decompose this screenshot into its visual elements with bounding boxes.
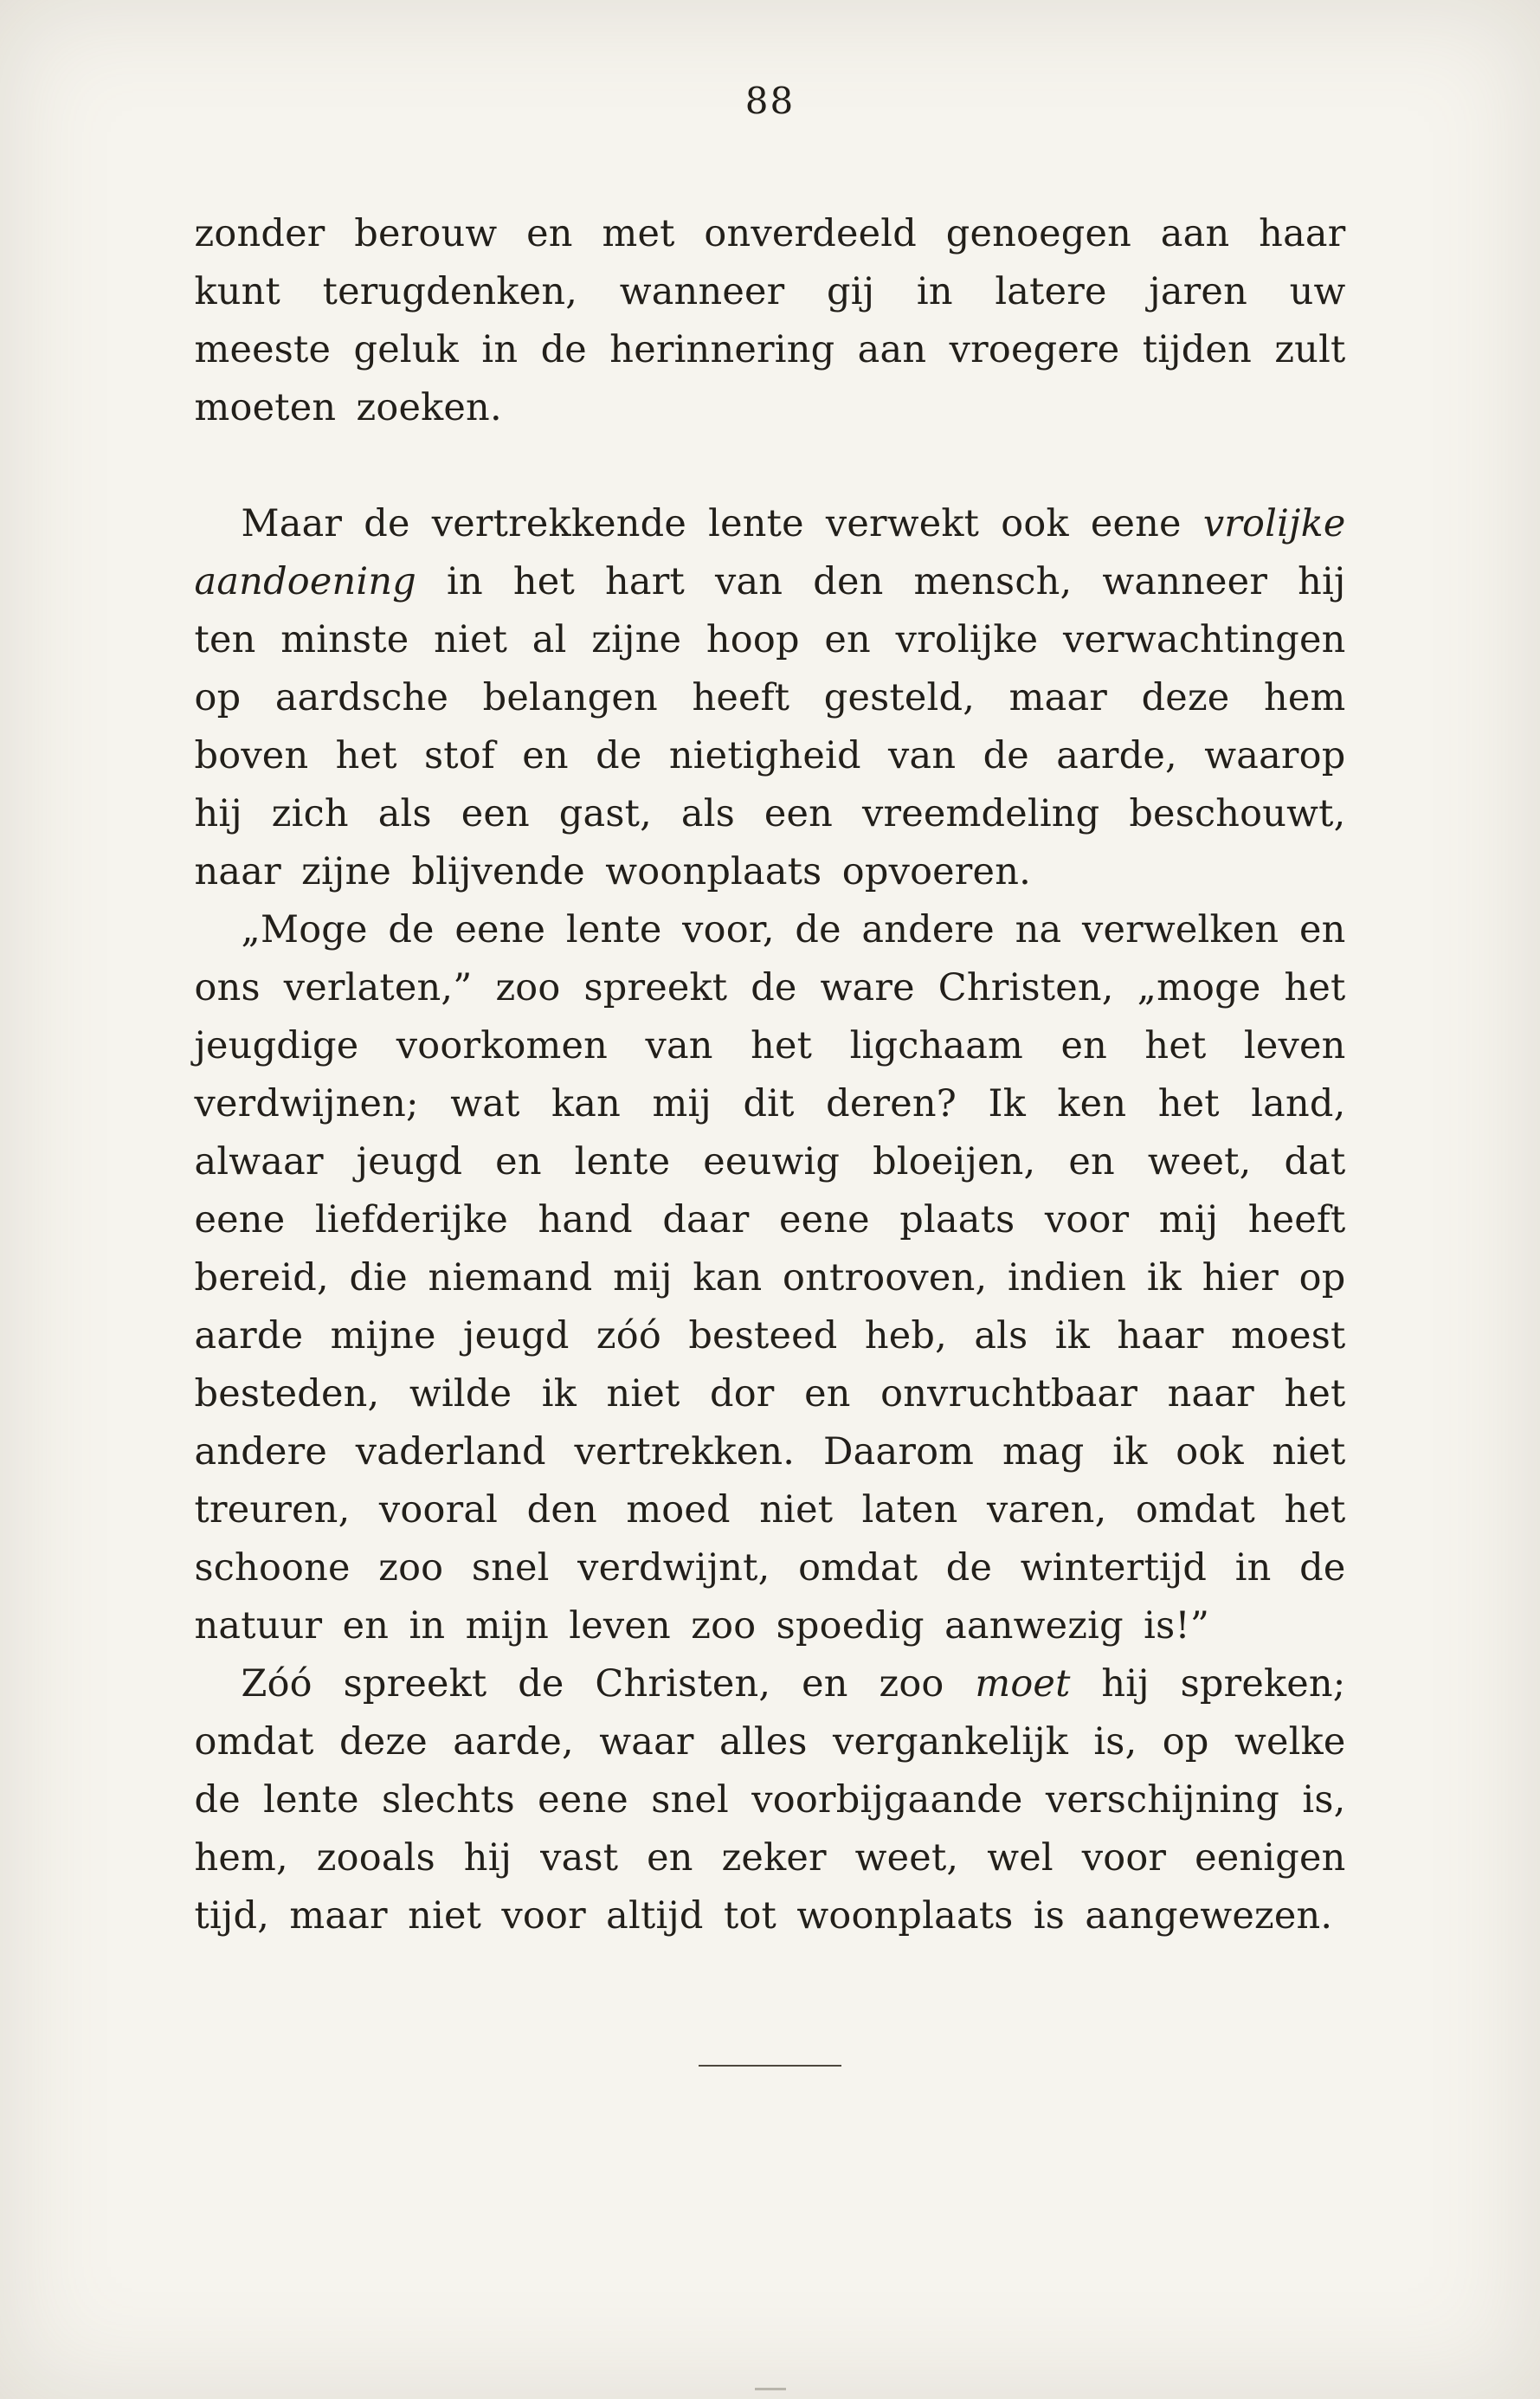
paragraph-1 bbox=[195, 205, 1346, 437]
text-block bbox=[195, 205, 1346, 2067]
paragraph-3-text: „Moge de eene lente voor, de andere na verwelken en ons verlaten,” zoo spreekt de ware Christen, „moge het jeugdige voorkomen van het ligchaam en het leven verdwijnen; wat kan mij dit deren? Ik ken het land, alwaar jeugd en lente eeuwig bloeijen, en weet, dat eene liefderijke hand daar eene plaats voor mij heeft bereid, die niemand mij kan ontrooven, indien ik hier op aarde mijne jeugd zóó besteed heb, als ik haar moest besteden, wilde ik niet dor en onvruchtbaar naar het andere vaderland vertrekken. Daarom mag ik ook niet treuren, vooral den moed niet laten varen, omdat het schoone zoo snel verdwijnt, omdat de wintertijd in de natuur en in mijn leven zoo spoedig aanwezig is!” bbox=[194, 908, 1346, 1648]
paragraph-3 bbox=[195, 901, 1346, 1655]
paragraph-4-text-pre: Zóó spreekt de Christen, en zoo bbox=[241, 1662, 976, 1706]
paragraph-4-italic-phrase: moet bbox=[975, 1662, 1071, 1706]
section-end-rule bbox=[699, 2065, 841, 2067]
page-number: 88 bbox=[744, 80, 796, 122]
paragraph-2-italic-phrase: vrolijke aandoening bbox=[194, 502, 1346, 603]
paragraph-2 bbox=[195, 495, 1346, 901]
paragraph-4-text-post: hij spreken; omdat deze aarde, waar alles vergankelijk is, op welke de lente slechts eene snel voorbijgaande verschijning is, hem, zooals hij vast en zeker weet, wel voor eenigen tijd, maar niet voor altijd tot woonplaats is aangewezen. bbox=[194, 1662, 1346, 1938]
paragraph-1-text: zonder berouw en met onverdeeld genoegen aan haar kunt terugdenken, wanneer gij in latere jaren uw meeste geluk in de herinnering aan vroegere tijden zult moeten zoeken. bbox=[194, 212, 1346, 429]
paragraph-2-text-pre: Maar de vertrekkende lente verwekt ook eene bbox=[241, 502, 1203, 545]
paragraph-2-text-post: in het hart van den mensch, wanneer hij ten minste niet al zijne hoop en vrolijke verwachtingen op aardsche belangen heeft gesteld, maar deze hem boven het stof en de nietigheid van de aarde, waarop hij zich als een gast, als een vreemdeling beschouwt, naar zijne blijvende woonplaats opvoeren. bbox=[194, 560, 1346, 893]
paragraph-4 bbox=[195, 1655, 1346, 1945]
scan-artifact-mark bbox=[755, 2388, 786, 2390]
